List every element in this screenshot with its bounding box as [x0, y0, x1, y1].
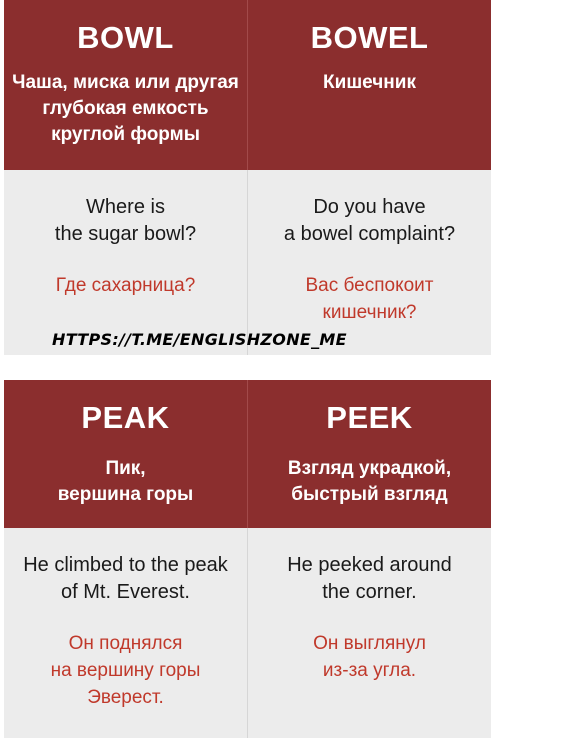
- example-ru-bowl: Где сахарница?: [55, 275, 196, 296]
- example-ru-bowel: Вас беспокоит кишечник?: [305, 275, 434, 323]
- translation-bowl: Чаша, миска или другая глубокая емкость круглой формы: [12, 72, 239, 145]
- example-en-peak: He climbed to the peak of Mt. Everest.: [23, 554, 228, 603]
- translation-bowel: Кишечник: [323, 72, 416, 93]
- word-peak: PEAK: [81, 400, 170, 435]
- translation-peek: Взгляд украдкой, быстрый взгляд: [287, 458, 452, 505]
- example-en-bowl: Where is the sugar bowl?: [54, 196, 197, 245]
- word-bowl: BOWL: [77, 20, 174, 55]
- example-en-bowel: Do you have a bowel complaint?: [283, 196, 456, 245]
- example-ru-peak: Он поднялся на вершину горы Эверест.: [50, 633, 201, 708]
- example-ru-peek: Он выглянул из-за угла.: [313, 633, 426, 681]
- card-bowl-bowel: [4, 0, 491, 355]
- watermark-link: HTTPS://T.ME/ENGLISHZONE_ME: [52, 330, 347, 349]
- example-en-peek: He peeked around the corner.: [287, 554, 452, 603]
- word-bowel: BOWEL: [310, 20, 429, 55]
- card-peak-peek: [4, 380, 491, 738]
- word-peek: PEEK: [326, 400, 413, 435]
- translation-peak: Пик, вершина горы: [57, 458, 194, 505]
